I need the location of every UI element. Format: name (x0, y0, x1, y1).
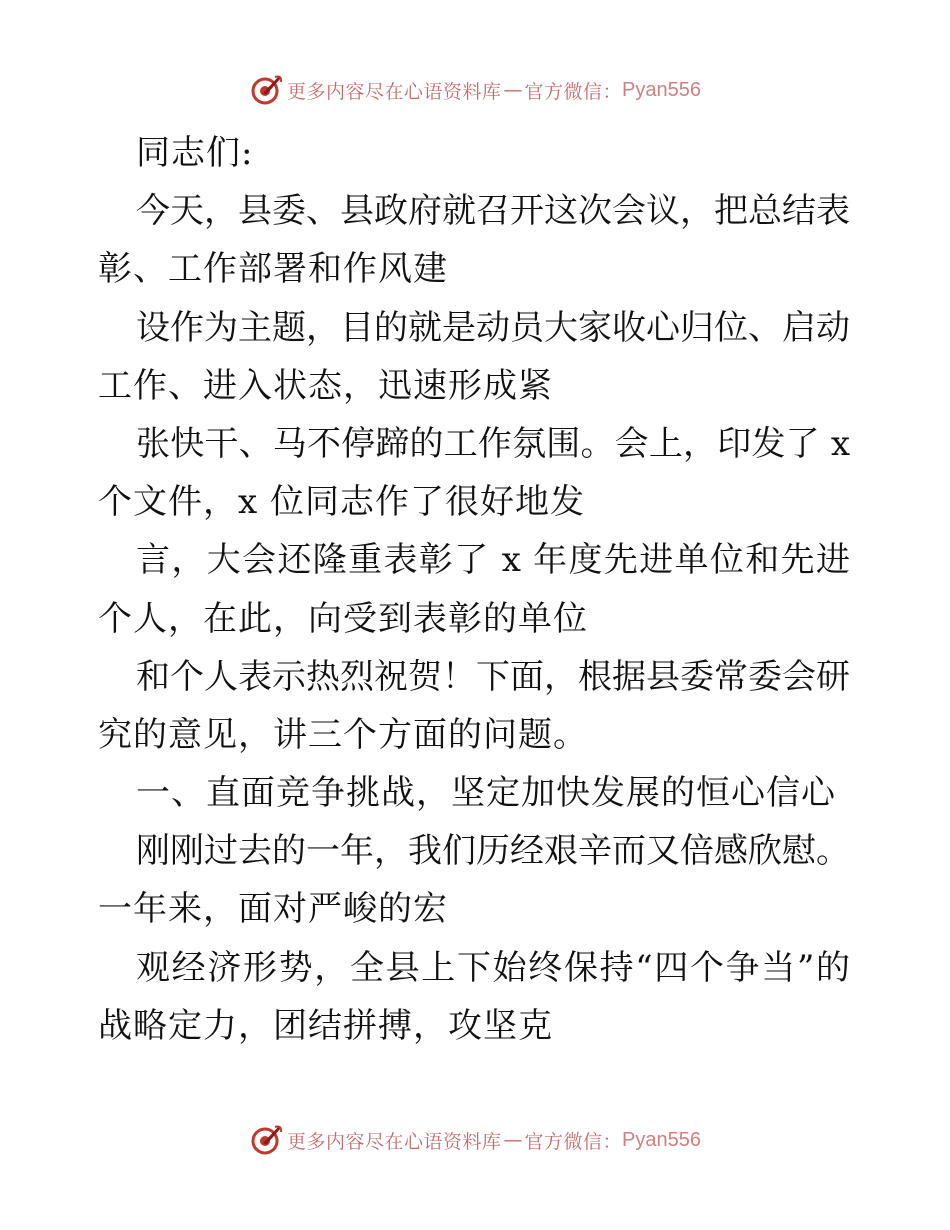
text-line: 设作为主题，目的就是动员大家收心归位、启动 (136, 307, 850, 348)
text-line: 究的意见，讲三个方面的问题。 (98, 714, 588, 755)
banner-right-text: 官方微信： (524, 80, 623, 103)
banner-wechat-id: Pyan556 (622, 1128, 701, 1151)
banner-left-text: 更多内容尽在心语资料库 (287, 80, 502, 103)
header-banner (0, 70, 950, 110)
text-line: 个人，在此，向受到表彰的单位 (98, 598, 588, 639)
banner-separator: — (503, 79, 523, 101)
banner-right-text: 官方微信： (524, 1130, 623, 1153)
text-line: 刚刚过去的一年，我们历经艰辛而又倍感欣慰。 (136, 831, 850, 872)
text-line: 一、直面竞争挑战，坚定加快发展的恒心信心 (136, 773, 836, 814)
banner-wechat-id: Pyan556 (622, 78, 701, 101)
document-body (98, 124, 850, 1055)
text-line: 言，大会还隆重表彰了 x 年度先进单位和先进 (136, 540, 850, 581)
text-line: 个文件，x 位同志作了很好地发 (98, 482, 585, 523)
text-line: 同志们: (136, 133, 254, 173)
quill-logo-icon (249, 1123, 283, 1157)
text-line: 今天，县委、县政府就召开这次会议，把总结表 (136, 191, 850, 232)
text-line: 观经济形势，全县上下始终保持“四个争当”的 (136, 947, 850, 988)
footer-banner (0, 1120, 950, 1160)
text-line: 一年来，面对严峻的宏 (98, 889, 448, 930)
text-line: 彰、工作部署和作风建 (98, 249, 448, 290)
text-line: 和个人表示热烈祝贺！下面，根据县委常委会研 (136, 656, 850, 697)
text-line: 战略定力，团结拼搏，攻坚克 (98, 1005, 553, 1046)
banner-left-text: 更多内容尽在心语资料库 (287, 1130, 502, 1153)
banner-separator: — (503, 1129, 523, 1151)
quill-logo-icon (249, 73, 283, 107)
text-line: 张快干、马不停蹄的工作氛围。会上，印发了 x (136, 423, 850, 464)
text-line: 工作、进入状态，迅速形成紧 (98, 365, 553, 406)
